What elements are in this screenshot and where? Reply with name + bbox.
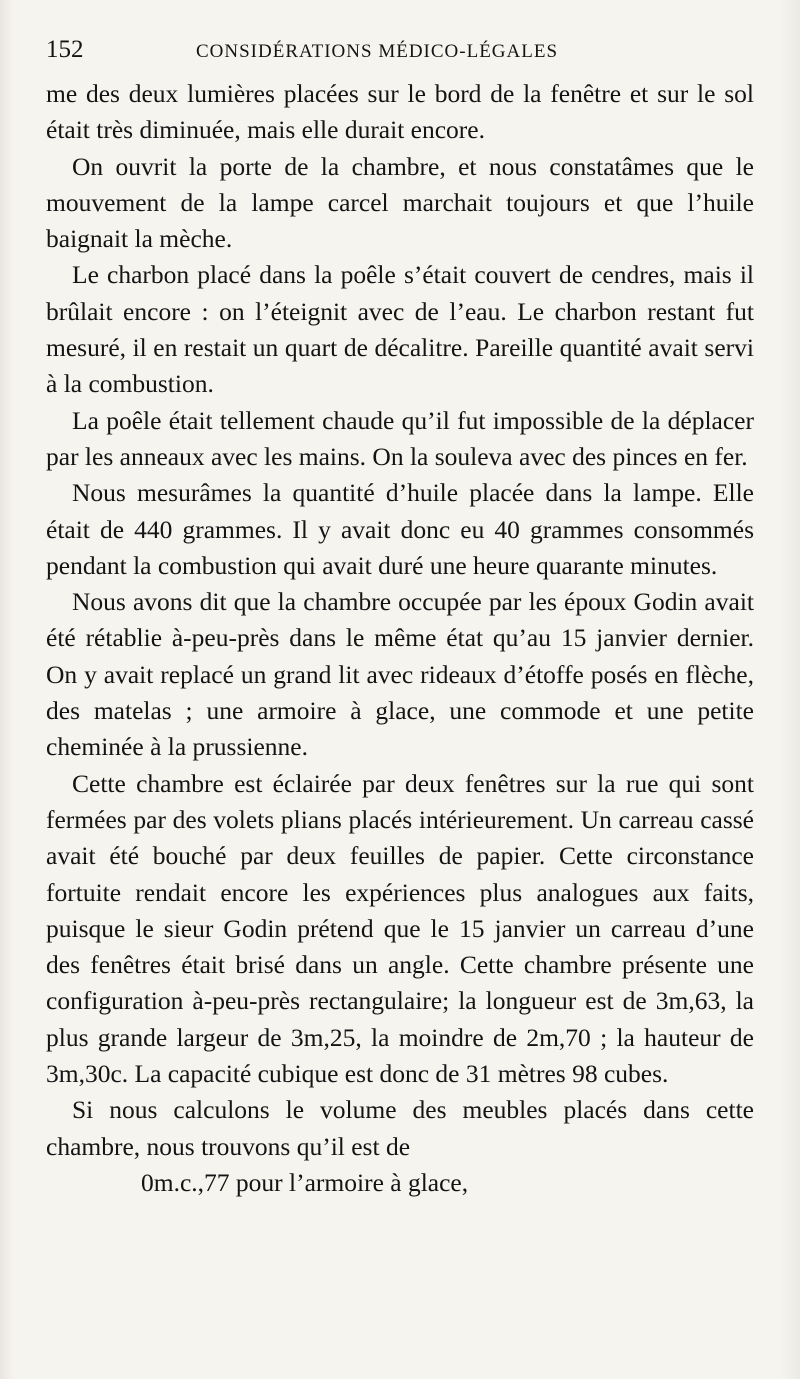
paragraph-charcoal: Le charbon placé dans la poêle s’était couvert de cendres, mais il brûlait encore : on l’éteignit avec de l’eau. Le charbon restant fut mesuré, il en restait un quart de décalitre. Pareille quantité avait servi à la combustion. <box>46 260 754 399</box>
paragraph-hot-pan: La poêle était tellement chaude qu’il fut impossible de la déplacer par les anneaux avec les mains. On la souleva avec des pinces en fer. <box>46 405 754 471</box>
page-number: 152 <box>46 36 84 63</box>
formula-line: 0m.c.,77 pour l’armoire à glace, <box>141 1167 469 1197</box>
paragraph-door-opened: On ouvrit la porte de la chambre, et nous constatâmes que le mouvement de la lampe carcel marchait toujours et que l’huile baignait la mèche. <box>46 151 754 254</box>
running-head: CONSIDÉRATIONS MÉDICO-LÉGALES <box>196 41 559 62</box>
page-header <box>46 36 754 76</box>
paragraph-room-dimensions: Cette chambre est éclairée par deux fenêtres sur la rue qui sont fermées par des volets plians placés intérieurement. Un carreau cassé avait été bouché par deux feuilles de papier. Cette circonstance fortuite rendait encore les expériences plus analogues aux faits, puisque le sieur Godin prétend que le 15 janvier un carreau d’une des fenêtres était brisé dans un angle. Cette chambre présente une configuration à-peu-près rectangulaire; la longueur est de 3m,63, la plus grande largeur de 3m,25, la moindre de 2m,70 ; la hauteur de 3m,30c. La capacité cubique est donc de 31 mètres 98 cubes. <box>46 768 754 1089</box>
paragraph-oil-measure: Nous mesurâmes la quantité d’huile placée dans la lampe. Elle était de 440 grammes. Il y avait donc eu 40 grammes consommés pendant la combustion qui avait duré une heure quarante minutes. <box>46 478 754 580</box>
body-text <box>46 76 754 1201</box>
paragraph-furniture-volume: Si nous calculons le volume des meubles placés dans cette chambre, nous trouvons qu’il est de <box>46 1095 754 1161</box>
paragraph-continued: me des deux lumières placées sur le bord de la fenêtre et sur le sol était très diminuée, mais elle durait encore. <box>46 79 754 145</box>
paragraph-room-state: Nous avons dit que la chambre occupée par les époux Godin avait été rétablie à-peu-près dans le même état qu’au 15 janvier dernier. On y avait replacé un grand lit avec rideaux d’étoffe posés en flèche, des matelas ; une armoire à glace, une commode et une petite cheminée à la prussienne. <box>46 587 754 762</box>
